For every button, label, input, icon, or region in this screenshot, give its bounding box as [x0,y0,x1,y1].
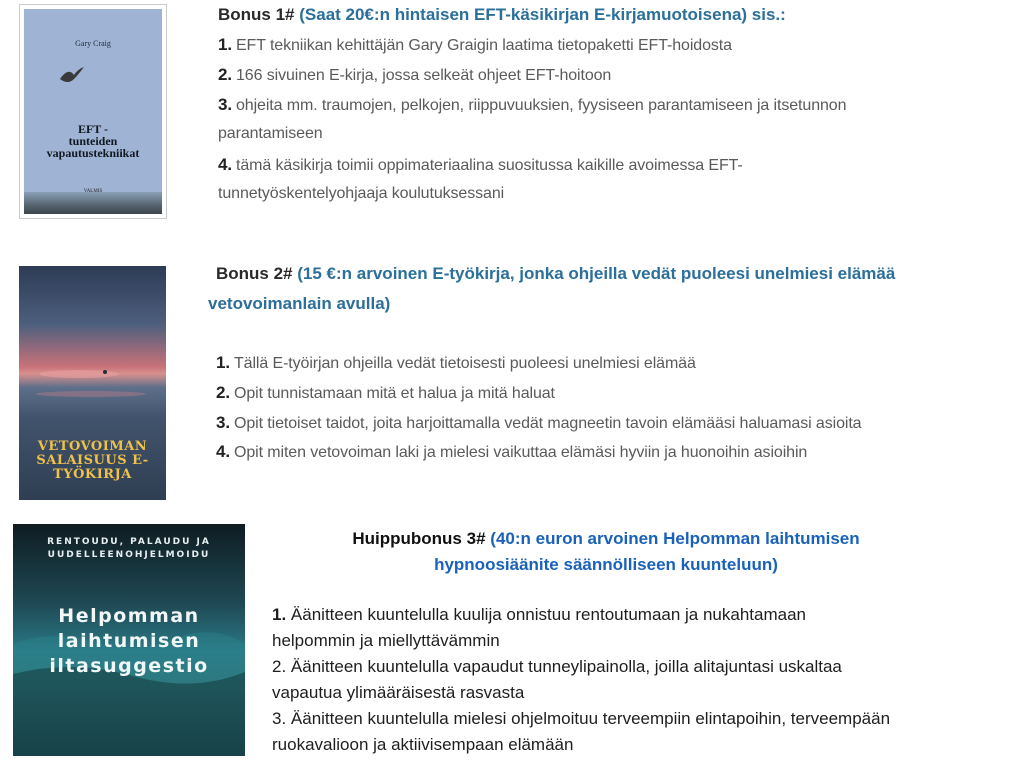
list-item [216,353,696,373]
cover-title-line: laihtumisen [57,630,201,652]
cover-title-line: Helpomman [58,605,200,627]
item-text: vapautua ylimääräisestä rasvasta [272,683,525,702]
paren-open: ( [490,529,496,548]
list-item-continuation [218,185,504,203]
item-text: parantamiseen [218,125,323,142]
cover-title-line: vapautustekniikat [46,146,140,160]
paren-close: ) [772,555,778,574]
item-text: Opit tunnistamaan mitä et halua ja mitä haluat [233,385,555,402]
item-text: tämä käsikirja toimii oppimateriaalina suositussa kaikille avoimessa EFT- [235,157,743,174]
cover-tagline [13,536,245,562]
list-item [218,35,732,55]
item-text: helpommin ja miellyttävämmin [272,631,500,650]
cover-title-line: TYÖKIRJA [53,467,132,482]
item-text: EFT tekniikan kehittäjän Gary Graigin laatima tietopaketti EFT-hoidosta [235,37,732,54]
cover-title-line: EFT - [77,122,109,136]
cover-title-line: tunteiden [68,134,118,148]
item-number: 3. [218,95,232,114]
list-item [272,709,890,729]
list-item-continuation [272,735,573,755]
cover-title [13,604,245,679]
item-number: 1. [218,35,232,54]
item-text: Tällä E-työirjan ohjeilla vedät tietoisesti puoleesi unelmiesi elämää [233,355,696,372]
bonus3-label: Huippubonus 3# [352,529,486,548]
list-item-continuation [218,125,323,143]
list-item [218,155,743,175]
bonus3-heading-line1 [300,526,912,552]
bonus2-label: Bonus 2# [216,264,293,283]
list-item [216,442,807,462]
list-item-continuation [272,683,524,703]
bonus1-label: Bonus 1# [218,5,295,24]
item-number: 2. [218,65,232,84]
bonus1-description: (Saat 20€:n hintaisen EFT-käsikirjan E-kirjamuotoisena) sis.: [299,5,786,24]
item-number: 1. [216,353,230,372]
item-text: Äänitteen kuuntelulla kuulija onnistuu rentoutumaan ja nukahtamaan [290,605,807,624]
bird-icon [58,65,86,93]
item-number: 1. [272,605,287,624]
book-cover-eft-art [24,9,162,214]
item-text: tunnetyöskentelyohjaaja koulutuksessani [218,185,505,202]
bonus3-description-cont: hypnoosiäänite säännölliseen kuunteluun [434,555,773,574]
bonus3-heading-line2 [300,552,912,578]
item-number: 3. [216,413,230,432]
item-number: 4. [218,155,232,174]
list-item [216,413,861,433]
list-item [272,605,806,625]
bonus2-heading-continuation [208,294,390,314]
list-item [272,657,842,677]
item-text: 2. Äänitteen kuuntelulla vapaudut tunneylipainolla, joilla alitajuntasi uskaltaa [272,657,842,676]
bonus2-description-cont: vetovoimanlain avulla) [208,294,391,313]
item-number: 4. [216,442,230,461]
bonus2-heading [216,264,895,284]
item-text: Opit miten vetovoiman laki ja mielesi vaikuttaa elämäsi hyviin ja huonoihin asioihin [233,444,808,461]
bonus1-heading [218,5,786,25]
list-item [216,383,555,403]
cover-title [19,440,166,482]
item-text: Opit tietoiset taidot, joita harjoittamalla vedät magneetin tavoin elämääsi haluamasi asioita [233,415,862,432]
item-number: 2. [216,383,230,402]
cover-title [24,123,162,159]
item-text: 3. Äänitteen kuuntelulla mielesi ohjelmoituu terveempiin elintapoihin, terveempään [272,709,891,728]
book-cover-eft [19,4,167,219]
list-item [218,65,611,85]
item-text: 166 sivuinen E-kirja, jossa selkeät ohjeet EFT-hoitoon [235,67,612,84]
cover-tagline-line: RENTOUDU, PALAUDU JA [47,537,211,547]
item-text: ohjeita mm. traumojen, pelkojen, riippuvuuksien, fyysiseen parantamiseen ja itsetunnon [235,97,847,114]
bonus3-description: 40:n euron arvoinen Helpomman laihtumisen [495,529,860,548]
cover-landscape [24,192,162,214]
cover-author: Gary Craig [75,39,111,48]
item-text: ruokavalioon ja aktiivisempaan elämään [272,735,574,754]
cover-title-line: VETOVOIMAN [37,439,148,454]
list-item [218,95,846,115]
book-cover-vetovoima [19,266,166,500]
cover-title-line: iltasuggestio [49,655,209,677]
cover-tagline-line: UUDELLEENOHJELMOIDU [47,550,211,560]
bonus2-description: (15 €:n arvoinen E-työkirja, jonka ohjeilla vedät puoleesi unelmiesi elämää [297,264,896,283]
list-item-continuation [272,631,500,651]
bonus3-heading [300,526,912,578]
book-cover-helpomman [13,524,245,756]
cover-title-line: SALAISUUS E- [36,453,149,468]
